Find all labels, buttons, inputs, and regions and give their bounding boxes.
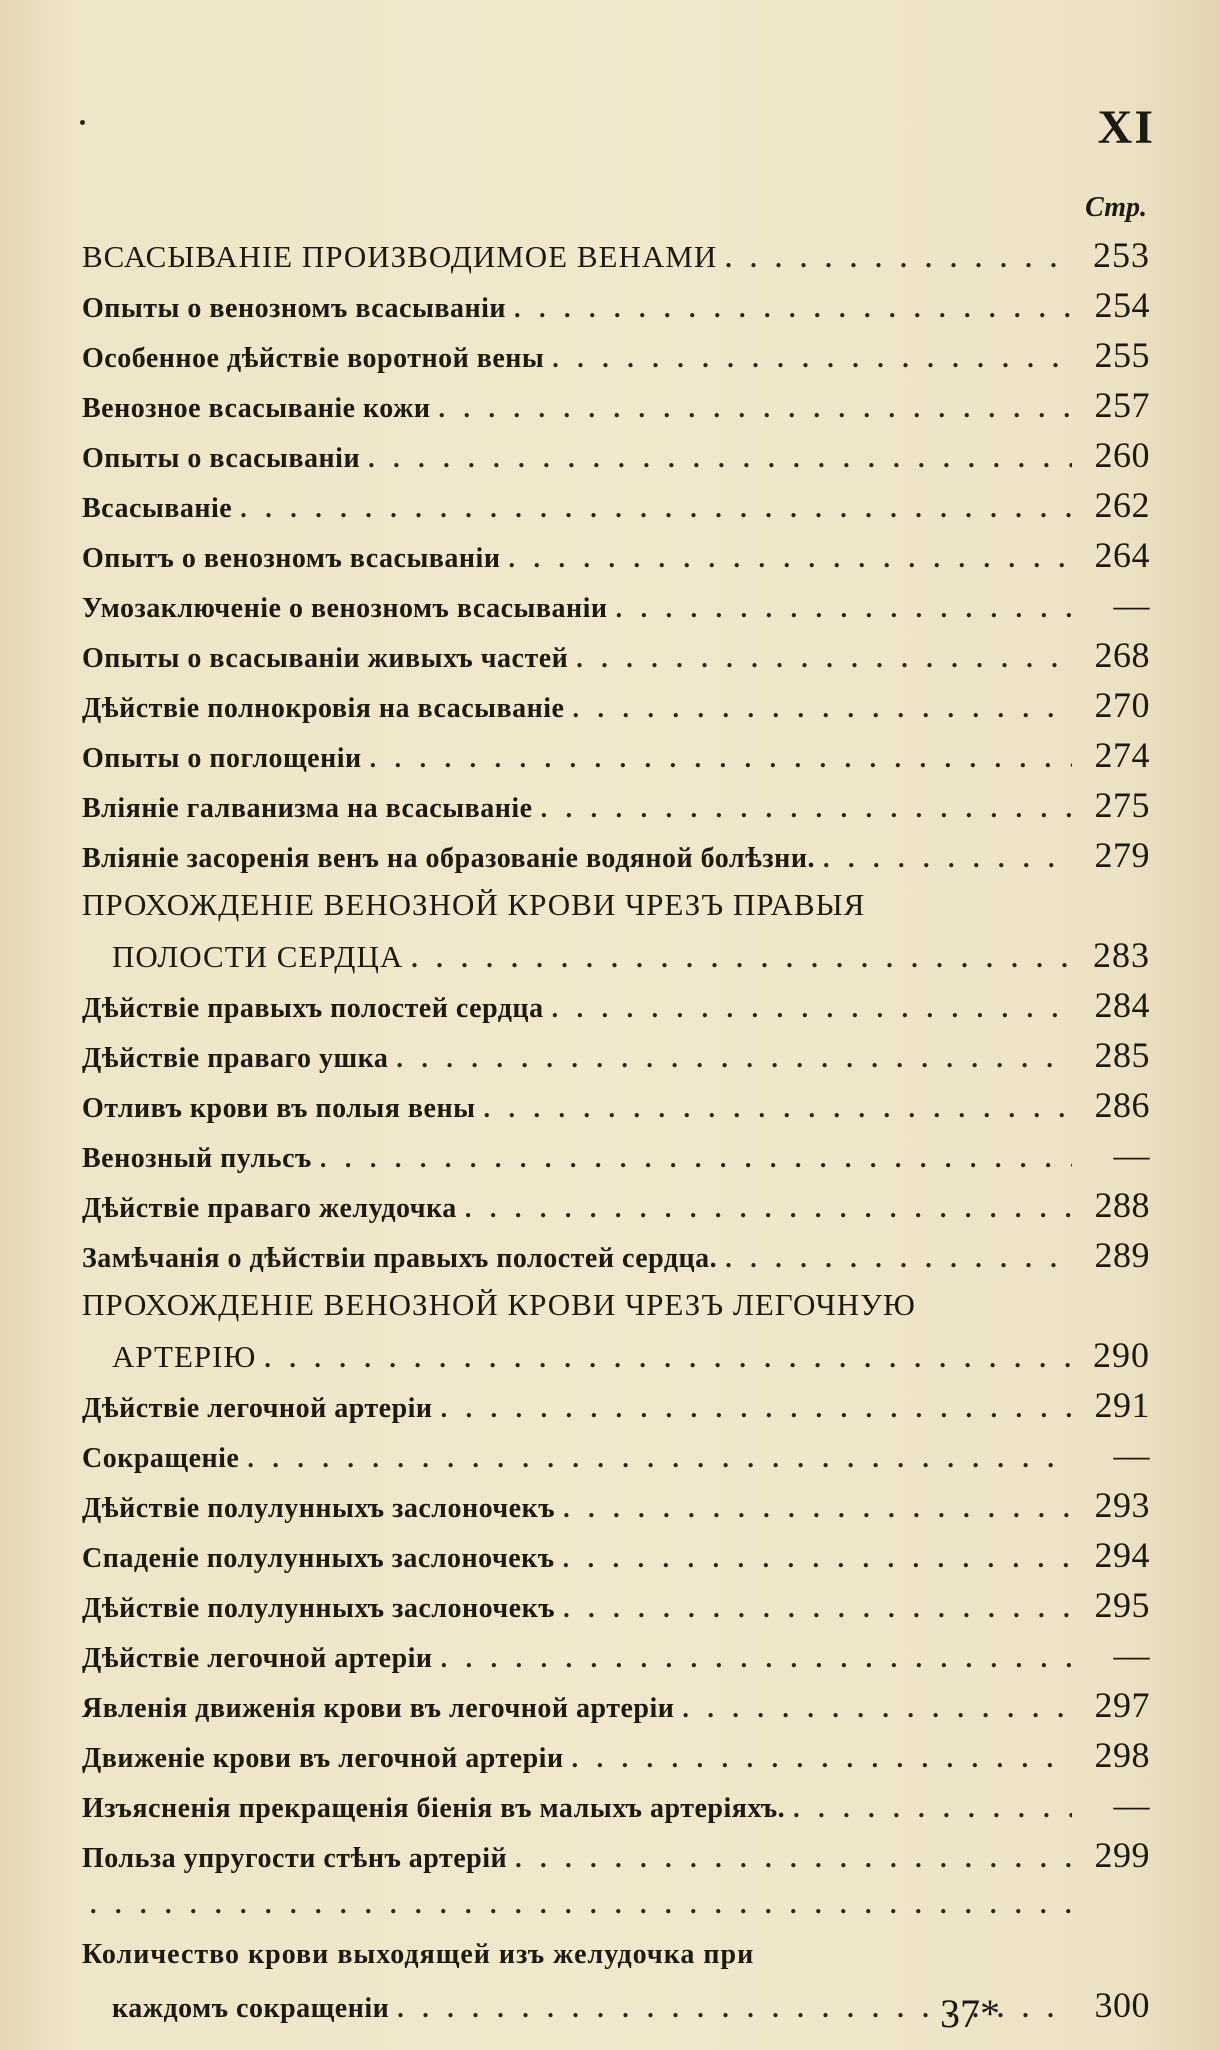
toc-entry (82, 1480, 1150, 1530)
toc-entry (82, 380, 1150, 430)
toc-entry (82, 980, 1150, 1030)
dot-leader (576, 634, 1072, 684)
toc-entry-title: Замѣчанія о дѣйствіи правыхъ полостей сердца. (82, 1243, 718, 1274)
toc-entry (82, 1230, 1150, 1280)
dot-leader (368, 434, 1072, 484)
toc-entry-page: 293 (1094, 1485, 1150, 1525)
toc-entry (82, 280, 1150, 330)
dot-leader (573, 684, 1073, 734)
toc-entry (82, 430, 1150, 480)
toc-entry (82, 1330, 1150, 1380)
toc-entry-page: 295 (1094, 1585, 1150, 1625)
dot-leader (247, 1434, 1072, 1484)
dot-leader (370, 734, 1072, 784)
ink-dot (80, 120, 85, 125)
toc-entry-page: 268 (1094, 635, 1150, 675)
toc-entry-title: Венозное всасываніе кожи (82, 393, 431, 424)
toc-entry (82, 1580, 1150, 1630)
toc-entry-page: 255 (1094, 335, 1150, 375)
toc-entry-title: Дѣйствіе полулунныхъ заслоночекъ (82, 1593, 556, 1624)
dot-leader (563, 1534, 1072, 1584)
dot-leader (823, 834, 1072, 884)
dot-leader (264, 1334, 1072, 1384)
toc-entry (82, 1080, 1150, 1130)
dot-leader (793, 1784, 1072, 1834)
toc-entry (82, 630, 1150, 680)
dot-leader (552, 984, 1072, 1034)
page-column-heading: Стр. (1085, 192, 1147, 223)
toc-entry (82, 1630, 1150, 1680)
dot-leader (411, 934, 1072, 984)
toc-entry-page: 253 (1093, 235, 1150, 275)
toc-entry-title: Дѣйствіе легочной артеріи (82, 1643, 433, 1674)
toc-entry-title: Опыты о поглощеніи (82, 743, 362, 774)
toc-entry (82, 1130, 1150, 1180)
dot-leader (541, 784, 1072, 834)
signature-mark: 37* (940, 1991, 1000, 2036)
toc-entry-title: Явленія движенія крови въ легочной артеріи (82, 1693, 675, 1724)
toc-entry (82, 530, 1150, 580)
toc-entry-page: 289 (1094, 1235, 1150, 1275)
toc-entry-page: — (1113, 1785, 1150, 1825)
dot-leader (725, 234, 1072, 284)
toc-entry-title: Движеніе крови въ легочной артеріи (82, 1743, 564, 1774)
toc-entry (82, 1730, 1150, 1780)
dot-leader (439, 384, 1072, 434)
toc-entry-page: 264 (1094, 535, 1150, 575)
toc-entry-title: Изъясненія прекращенія біенія въ малыхъ артеріяхъ. (82, 1793, 786, 1824)
dot-leader (552, 334, 1072, 384)
toc-entry-page: 257 (1094, 385, 1150, 425)
toc-entry (82, 680, 1150, 730)
toc-entry-page: 286 (1094, 1085, 1150, 1125)
toc-entry-title: Отливъ крови въ полыя вены (82, 1093, 476, 1124)
toc-entry (82, 1430, 1150, 1480)
toc-entry-page: 290 (1093, 1335, 1150, 1375)
toc-entry-page: 284 (1094, 985, 1150, 1025)
toc-entry-title: Всасываніе (82, 493, 233, 524)
dot-leader (441, 1384, 1072, 1434)
toc-entry-title: Опыты о всасываніи (82, 443, 361, 474)
toc-entry-title: Вліяніе засоренія венъ на образованіе водяной болѣзни. (82, 843, 815, 874)
toc-entry (82, 480, 1150, 530)
dot-leader (563, 1584, 1072, 1634)
dot-leader (465, 1184, 1072, 1234)
toc-entry-page: — (1113, 585, 1150, 625)
toc-entry (82, 1830, 1150, 1880)
toc-entry-title: Особенное дѣйствіе воротной вены (82, 343, 545, 374)
toc-entry-page: 285 (1094, 1035, 1150, 1075)
toc-entry-page: 262 (1094, 485, 1150, 525)
toc-entry-page: 254 (1094, 285, 1150, 325)
dot-leader (515, 1834, 1072, 1884)
toc-entry (82, 830, 1150, 880)
toc-entry-title: Спаденіе полулунныхъ заслоночекъ (82, 1543, 555, 1574)
toc-entry (82, 1530, 1150, 1580)
toc-entry-page: 275 (1094, 785, 1150, 825)
toc-entry (82, 730, 1150, 780)
toc-entry-title: Дѣйствіе полулунныхъ заслоночекъ (82, 1493, 556, 1524)
toc-entry-page: 270 (1094, 685, 1150, 725)
toc-entry-title: Умозаключеніе о венозномъ всасываніи (82, 593, 608, 624)
toc-entry (82, 1680, 1150, 1730)
toc-entry-page: 294 (1094, 1535, 1150, 1575)
toc-entry-page: 260 (1094, 435, 1150, 475)
toc-entry (82, 1180, 1150, 1230)
toc-entry-page: 291 (1094, 1385, 1150, 1425)
section-heading-line: ПРОХОЖДЕНІЕ ВЕНОЗНОЙ КРОВИ ЧРЕЗЪ ЛЕГОЧНУЮ (82, 1287, 916, 1322)
toc-entry-title: Дѣйствіе легочной артеріи (82, 1393, 433, 1424)
toc-entry-title: Вліяніе галванизма на всасываніе (82, 793, 533, 824)
toc-entry-title: ПОЛОСТИ СЕРДЦА (112, 939, 404, 974)
toc-entry-page: 300 (1094, 1985, 1150, 2025)
toc-entry-title: Дѣйствіе правыхъ полостей сердца (82, 993, 544, 1024)
dot-leader (396, 1034, 1072, 1084)
dot-leader (572, 1734, 1072, 1784)
dot-leader (483, 1084, 1072, 1134)
toc-entry-title: Дѣйствіе полнокровія на всасываніе (82, 693, 565, 724)
toc-entry-page: 288 (1094, 1185, 1150, 1225)
toc-entry-title: Дѣйствіе праваго желудочка (82, 1193, 457, 1224)
toc-entry-title: Дѣйствіе праваго ушка (82, 1043, 389, 1074)
toc-entry-page: 283 (1093, 935, 1150, 975)
toc-entry-title: Венозный пульсъ (82, 1143, 312, 1174)
toc-entry-title: АРТЕРІЮ (112, 1339, 257, 1374)
page-number: XI (1097, 101, 1155, 154)
toc-entry-page: — (1113, 1135, 1150, 1175)
dot-leader (90, 1880, 1072, 1930)
section-heading-line: ПРОХОЖДЕНІЕ ВЕНОЗНОЙ КРОВИ ЧРЕЗЪ ПРАВЫЯ (82, 887, 866, 922)
toc-entry-title: Опыты о всасываніи живыхъ частей (82, 643, 569, 674)
toc-entry-title: каждомъ сокращеніи (112, 1993, 390, 2024)
toc-entry-page: — (1113, 1435, 1150, 1475)
toc-entry-page: 299 (1094, 1835, 1150, 1875)
toc-entry (82, 580, 1150, 630)
toc-entry-title: ВСАСЫВАНІЕ ПРОИЗВОДИМОЕ ВЕНАМИ (82, 239, 718, 274)
dot-leader (563, 1484, 1072, 1534)
dot-leader (682, 1684, 1072, 1734)
entry-first-line: Количество крови выходящей изъ желудочка при (82, 1939, 755, 1970)
toc-entry-page: 274 (1094, 735, 1150, 775)
toc-entry (82, 1030, 1150, 1080)
dot-leader (514, 284, 1072, 334)
toc-entry (82, 1380, 1150, 1430)
dot-leader (725, 1234, 1072, 1284)
toc-entry (82, 330, 1150, 380)
toc-entry (82, 1780, 1150, 1830)
dot-leader (616, 584, 1072, 634)
toc-entry (82, 230, 1150, 280)
toc-entry-title: Сокращеніе (82, 1443, 240, 1474)
toc-entry-page: 297 (1094, 1685, 1150, 1725)
table-of-contents (82, 230, 1150, 2030)
dot-leader (240, 484, 1072, 534)
toc-entry (82, 930, 1150, 980)
toc-entry-title: Опыты о венозномъ всасываніи (82, 293, 507, 324)
toc-entry-title: Польза упругости стѣнъ артерій (82, 1843, 508, 1874)
toc-entry-page: — (1113, 1635, 1150, 1675)
toc-entry-title: Опытъ о венозномъ всасываніи (82, 543, 501, 574)
toc-entry-page: 279 (1094, 835, 1150, 875)
toc-entry (82, 780, 1150, 830)
dot-leader (320, 1134, 1072, 1184)
dot-leader (441, 1634, 1072, 1684)
dot-leader (508, 534, 1072, 584)
toc-entry-page: 298 (1094, 1735, 1150, 1775)
toc-entry (82, 1880, 1150, 1930)
